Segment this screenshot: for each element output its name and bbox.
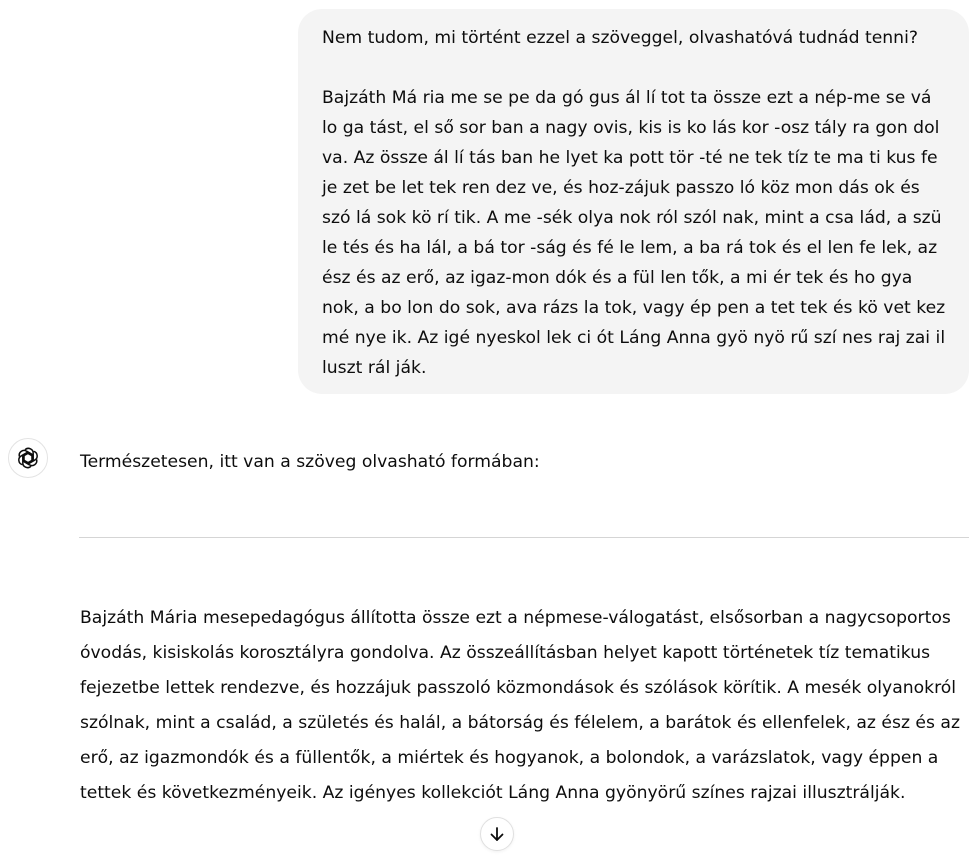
assistant-avatar bbox=[8, 438, 48, 478]
arrow-down-icon bbox=[488, 825, 506, 843]
user-message-bubble bbox=[298, 9, 969, 394]
assistant-response-text: Bajzáth Mária mesepedagógus állította össze ezt a népmese-válogatást, elsősorban a nagycsoportos óvodás, kisiskolás korosztályra gondolva. Az összeállításban helyet kapott történetek tíz tematikus fejezetbe lettek rendezve, és hozzájuk passzoló közmondások és szólások körítik. A mesék olyanokról szólnak, mint a család, a születés és halál, a bátorság és félelem, a barátok és ellenfelek, az ész és az erő, az igazmondók és a füllentők, a miértek és hogyanok, a bolondok, a varázslatok, vagy éppen a tettek és következményeik. Az igényes kollekciót Láng Anna gyönyörű színes rajzai illusztrálják. bbox=[80, 608, 960, 803]
scroll-to-bottom-button[interactable] bbox=[480, 817, 514, 851]
user-garbled-text: Bajzáth Má ria me se pe da gó gus ál lí tot ta össze ezt a nép-me se vá lo ga tást, el ső sor ban a nagy ovis, kis is ko lás kor -osz tály ra gon dol va. Az össze ál lí tás ban he lyet ka pott tör -té ne tek tíz te ma ti kus fe je zet be let tek ren dez ve, és hoz-zájuk passzo ló köz mon dás ok és szó lá sok kö rí tik. A me -sék olya nok ról szól nak, mint a csa lád, a szü le tés és ha lál, a bá tor -ság és fé le lem, a ba rá tok és el len fe lek, az ész és az erő, az igaz-mon dók és a fül len tők, a mi ér tek és ho gya nok, a bo lon do sok, ava rázs la tok, vagy ép pen a tet tek és kö vet kez mé nye ik. Az igé nyeskol lek ci ót Láng Anna gyö nyö rű szí nes raj zai il luszt rál ják. bbox=[322, 88, 946, 378]
assistant-intro: Természetesen, itt van a szöveg olvasható formában: bbox=[80, 452, 540, 472]
openai-logo-icon bbox=[16, 446, 40, 470]
user-question: Nem tudom, mi történt ezzel a szöveggel, olvashatóvá tudnád tenni? bbox=[322, 28, 918, 48]
response-divider bbox=[79, 537, 969, 538]
